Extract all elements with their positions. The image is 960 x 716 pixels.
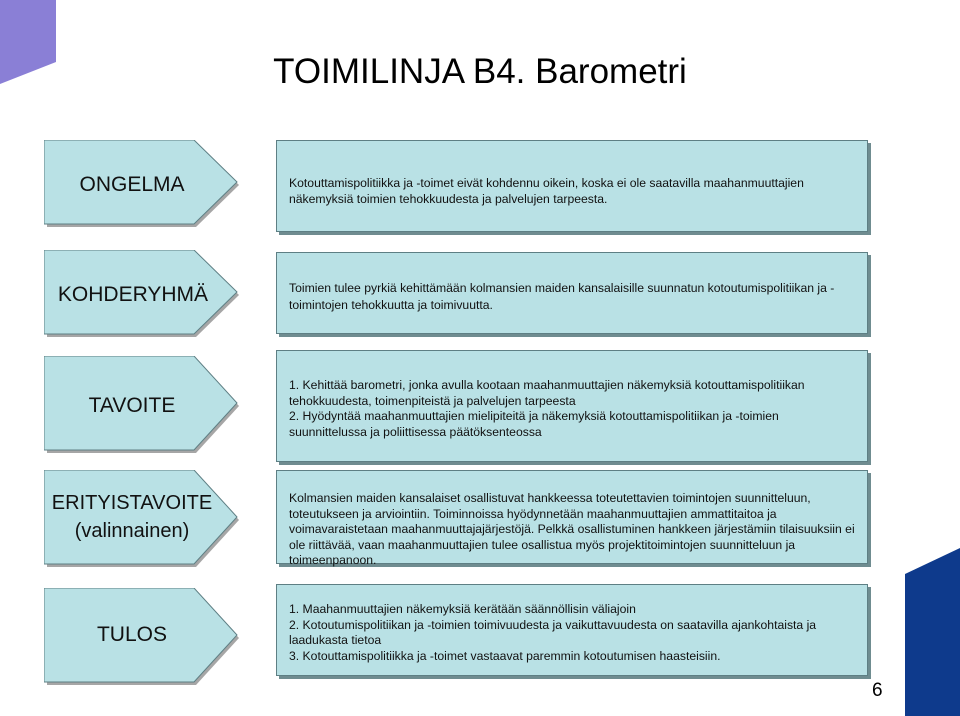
content-box-tavoite — [276, 350, 868, 462]
content-text: Kotouttamispolitiikka ja -toimet eivät kohdennu oikein, koska ei ole saatavilla maahanmuuttajien näkemyksiä toimien tehokkuudesta ja palvelujen tarpeesta. — [289, 176, 804, 206]
content-text: 2. Kotoutumispolitiikan ja -toimien toimivuudesta ja vaikuttavuudesta on saatavilla ajankohtaista ja laadukasta tietoa — [289, 617, 817, 647]
row-label: KOHDERYHMÄ — [57, 283, 209, 306]
content-text: 1. Kehittää barometri, jonka avulla kootaan maahanmuuttajien näkemyksiä kotouttamispolitiikan tehokkuudesta, toimenpiteistä ja palvelujen tarpeesta — [289, 378, 805, 408]
arrow-label-tulos — [44, 588, 244, 688]
content-box-ongelma — [276, 140, 868, 232]
corner-decoration-bottom-right — [900, 548, 960, 716]
row-label-subtitle: (valinnainen) — [74, 520, 190, 542]
content-box-tulos — [276, 584, 868, 676]
arrow-label-ongelma — [44, 140, 244, 230]
content-box-erityistavoite — [276, 470, 868, 567]
row-label: TAVOITE — [88, 394, 176, 417]
content-box-kohderyhma — [276, 252, 868, 334]
content-text: 3. Kotouttamispolitiikka ja -toimet vastaavat paremmin kotoutumisen haasteisiin. — [289, 648, 721, 663]
content-text: 2. Hyödyntää maahanmuuttajien mielipiteitä ja näkemyksiä kotouttamispolitiikan ja -toimien suunnittelussa ja poliittisessa päätöksenteossa — [289, 409, 779, 439]
content-text: Toimien tulee pyrkiä kehittämään kolmansien maiden kansalaisille suunnatun kotoutumispolitiikan ja -toimintojen tehokkuutta ja toimivuutta. — [289, 281, 835, 312]
arrow-label-kohderyhma — [44, 250, 244, 340]
arrow-label-tavoite — [44, 356, 244, 456]
content-text: 1. Maahanmuuttajien näkemyksiä kerätään säännöllisin väliajoin — [289, 602, 636, 616]
page-title: TOIMILINJA B4. Barometri — [273, 52, 687, 91]
arrow-label-erityistavoite — [44, 470, 244, 570]
row-label: ERITYISTAVOITE — [51, 492, 213, 514]
row-label: TULOS — [96, 623, 167, 646]
page-number: 6 — [872, 680, 883, 701]
content-text: Kolmansien maiden kansalaiset osallistuvat hankkeessa toteutettavien toimintojen suunnitteluun, toteutukseen ja arviointiin. Toiminnoissa hyödynnetään maahanmuuttajien ammattitaitoa ja voimavaraistetaan maahanmuuttajajärjestöjä. Pelkkä osallistuminen hankkeen järjestämiin tilaisuuksiin ei ole riittävää, vaan maahanmuuttajien tulee osallistua myös projektitoimintojen suunnitteluun ja toimeenpanoon. — [289, 491, 855, 567]
row-label: ONGELMA — [79, 173, 185, 196]
